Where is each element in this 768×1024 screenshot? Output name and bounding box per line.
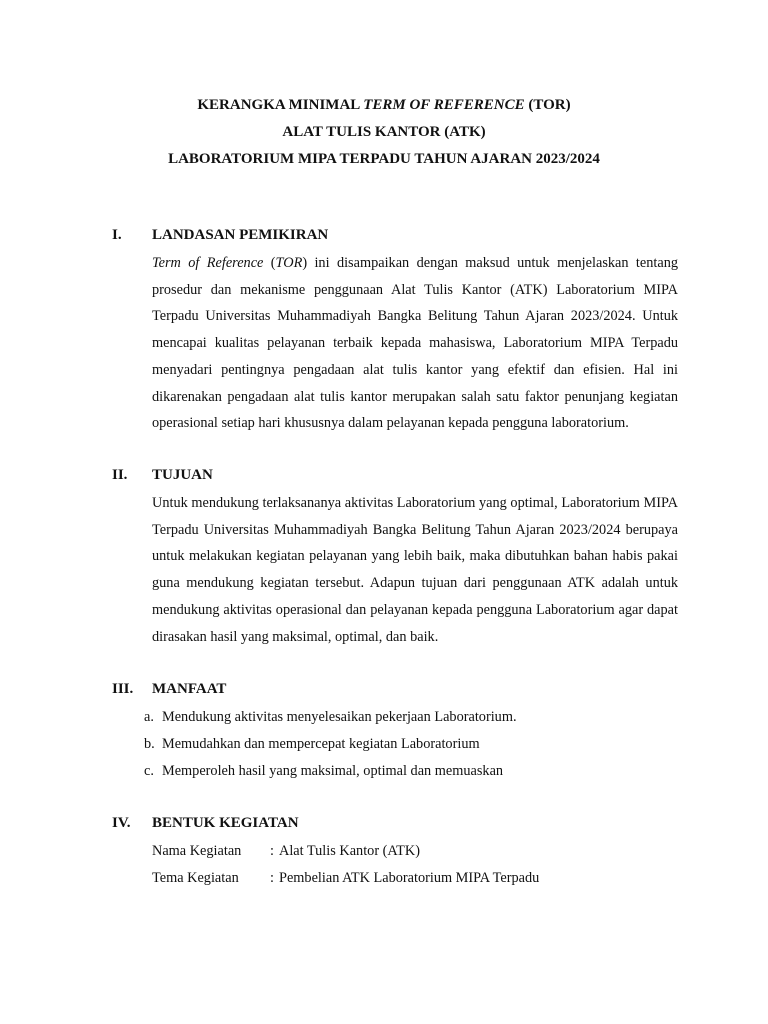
section-number: IV.: [112, 815, 131, 831]
list-marker: b.: [144, 736, 155, 752]
section-heading: [0, 815, 768, 837]
list-text: Memperoleh hasil yang maksimal, optimal dan memuaskan: [162, 763, 504, 779]
section-bentuk-kegiatan: [0, 815, 768, 892]
title-line-3: LABORATORIUM MIPA TERPADU TAHUN AJARAN 2023/2024: [168, 151, 600, 167]
section-paragraph: [152, 490, 678, 650]
section-title: LANDASAN PEMIKIRAN: [152, 227, 329, 243]
list-marker: a.: [144, 709, 154, 725]
activity-details: [152, 838, 768, 892]
paragraph-text: Untuk mendukung terlaksananya aktivitas Laboratorium yang optimal, Laboratorium MIPA Terpadu Universitas Muhammadiyah Bangka Belitung Tahun Ajaran 2023/2024 berupaya untuk melakukan kegiatan pelayanan yang lebih baik, maka dibutuhkan bahan habis pakai guna mendukung kegiatan tersebut. Adapun tujuan dari penggunaan ATK adalah untuk mendukung aktivitas operasional dan pelayanan kepada pengguna Laboratorium agar dapat dirasakan hasil yang maksimal, optimal, dan baik.: [152, 495, 678, 645]
title-prefix: KERANGKA MINIMAL: [197, 97, 364, 113]
italic-term: Term of Reference: [152, 255, 264, 271]
title-suffix: (TOR): [524, 97, 571, 113]
title-line-2: ALAT TULIS KANTOR (ATK): [282, 124, 486, 140]
detail-value: Alat Tulis Kantor (ATK): [279, 843, 420, 859]
benefit-list: [140, 704, 768, 785]
detail-label: Nama Kegiatan: [152, 843, 242, 859]
list-text: Memudahkan dan mempercepat kegiatan Laboratorium: [162, 736, 480, 752]
detail-row-nama-kegiatan: [152, 838, 768, 865]
section-paragraph: [152, 250, 678, 437]
list-item: [140, 731, 768, 758]
section-heading: [0, 467, 768, 489]
detail-separator: :: [270, 870, 274, 886]
document-title: [0, 92, 768, 173]
section-heading: [0, 681, 768, 703]
paragraph-text: (: [263, 255, 276, 271]
list-marker: c.: [144, 763, 154, 779]
italic-abbrev: TOR: [275, 255, 303, 271]
section-heading: [0, 227, 768, 249]
list-item: [140, 704, 768, 731]
detail-separator: :: [270, 843, 274, 859]
detail-row-tema-kegiatan: [152, 865, 768, 892]
section-number: II.: [112, 467, 128, 483]
section-manfaat: [0, 681, 768, 785]
paragraph-text: ) ini disampaikan dengan maksud untuk menjelaskan tentang prosedur dan mekanisme penggunaan Alat Tulis Kantor (ATK) Laboratorium MIPA Terpadu Universitas Muhammadiyah Bangka Belitung Tahun Ajaran 2023/2024. Untuk mencapai kualitas pelayanan terbaik kepada mahasiswa, Laboratorium MIPA Terpadu menyadari pentingnya pengadaan alat tulis kantor yang efektif dan efisien. Hal ini dikarenakan pengadaan alat tulis kantor merupakan salah satu faktor penunjang kegiatan operasional setiap hari khususnya dalam pelayanan kepada pengguna laboratorium.: [152, 255, 678, 432]
detail-label: Tema Kegiatan: [152, 870, 239, 886]
section-landasan-pemikiran: [0, 227, 768, 437]
section-number: I.: [112, 227, 122, 243]
detail-value: Pembelian ATK Laboratorium MIPA Terpadu: [279, 870, 540, 886]
list-item: [140, 758, 768, 785]
section-title: BENTUK KEGIATAN: [152, 815, 299, 831]
list-text: Mendukung aktivitas menyelesaikan pekerjaan Laboratorium.: [162, 709, 517, 725]
section-title: MANFAAT: [152, 681, 227, 697]
title-line-1: [0, 92, 768, 119]
section-tujuan: [0, 467, 768, 650]
section-number: III.: [112, 681, 134, 697]
title-italic: TERM OF REFERENCE: [363, 97, 525, 113]
section-title: TUJUAN: [152, 467, 213, 483]
